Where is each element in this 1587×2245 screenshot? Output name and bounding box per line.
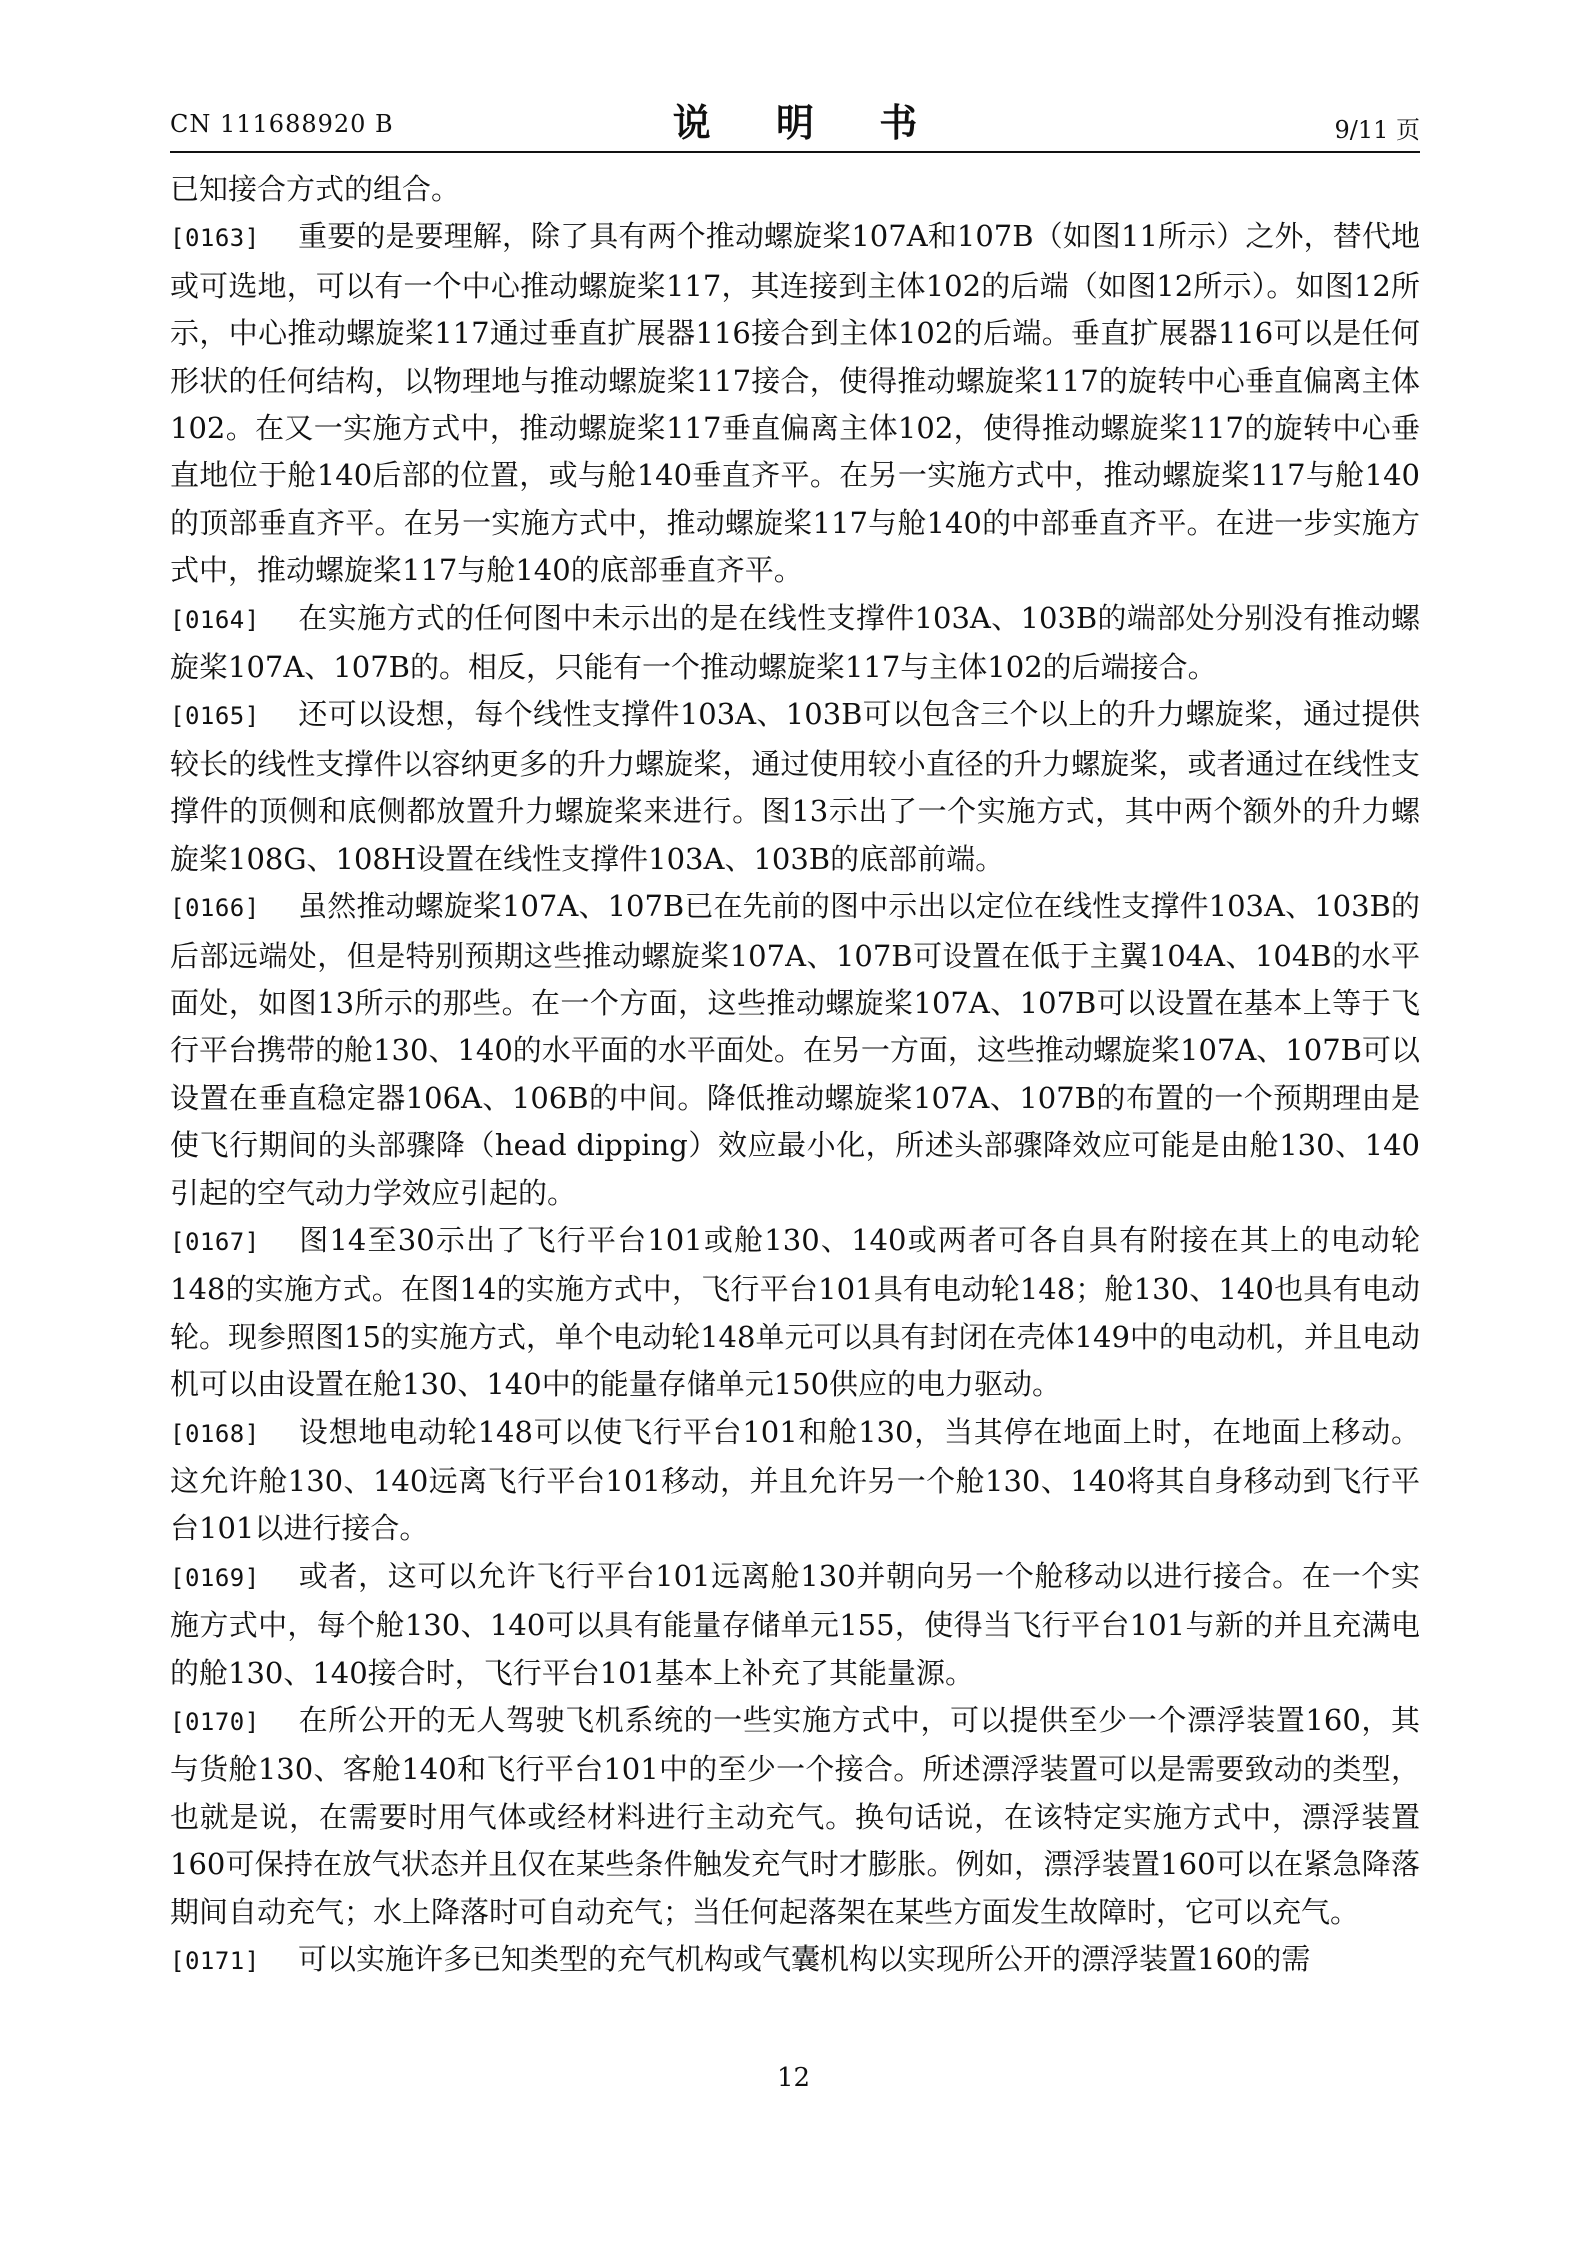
paragraph-text: 虽然推动螺旋桨107A、107B已在先前的图中示出以定位在线性支撑件103A、103B的后部远端处，但是特别预期这些推动螺旋桨107A、107B可设置在低于主翼104A、104B的水平面处，如图13所示的那些。在一个方面，这些推动螺旋桨107A、107B可以设置在基本上等于飞行平台携带的舱130、140的水平面的水平面处。在另一方面，这些推动螺旋桨107A、107B可以设置在垂直稳定器106A、106B的中间。降低推动螺旋桨107A、107B的布置的一个预期理由是使飞行期间的头部骤降（head dipping）效应最小化，所述头部骤降效应可能是由舱130、140引起的空气动力学效应引起的。 — [170, 889, 1420, 1210]
paragraph-0164 — [170, 595, 1420, 692]
continuation-paragraph — [170, 166, 1420, 213]
paragraph-text: 在所公开的无人驾驶飞机系统的一些实施方式中，可以提供至少一个漂浮装置160，其与货舱130、客舱140和飞行平台101中的至少一个接合。所述漂浮装置可以是需要致动的类型，也就是说，在需要时用气体或经材料进行主动充气。换句话说，在该特定实施方式中，漂浮装置160可保持在放气状态并且仅在某些条件触发充气时才膨胀。例如，漂浮装置160可以在紧急降落期间自动充气；水上降落时可自动充气；当任何起落架在某些方面发生故障时，它可以充气。 — [170, 1703, 1420, 1929]
document-body — [170, 166, 1420, 1985]
paragraph-number: [0170] — [170, 1708, 260, 1736]
paragraph-0168 — [170, 1409, 1420, 1553]
page-number: 12 — [776, 2063, 811, 2093]
header-divider — [170, 151, 1420, 153]
paragraph-number: [0165] — [170, 702, 260, 731]
paragraph-0167 — [170, 1217, 1420, 1409]
paragraph-0169 — [170, 1553, 1420, 1697]
paragraph-text: 可以实施许多已知类型的充气机构或气囊机构以实现所公开的漂浮装置160的需 — [298, 1942, 1311, 1977]
paragraph-number: [0171] — [170, 1947, 260, 1976]
paragraph-number: [0166] — [170, 894, 260, 923]
paragraph-0170 — [170, 1697, 1420, 1936]
paragraph-0166 — [170, 883, 1420, 1217]
paragraph-text: 还可以设想，每个线性支撑件103A、103B可以包含三个以上的升力螺旋桨，通过提供较长的线性支撑件以容纳更多的升力螺旋桨，通过使用较小直径的升力螺旋桨，或者通过在线性支撑件的顶侧和底侧都放置升力螺旋桨来进行。图13示出了一个实施方式，其中两个额外的升力螺旋桨108G、108H设置在线性支撑件103A、103B的底部前端。 — [170, 697, 1420, 876]
paragraph-text: 已知接合方式的组合。 — [170, 172, 461, 206]
paragraph-number: [0164] — [170, 605, 260, 634]
paragraph-number: [0167] — [170, 1227, 260, 1256]
patent-number: CN 111688920 B — [170, 110, 394, 138]
page-indicator: 9/11 页 — [1334, 116, 1420, 144]
paragraph-number: [0169] — [170, 1563, 260, 1592]
paragraph-0163 — [170, 213, 1420, 594]
paragraph-text: 在实施方式的任何图中未示出的是在线性支撑件103A、103B的端部处分别没有推动螺旋桨107A、107B的。相反，只能有一个推动螺旋桨117与主体102的后端接合。 — [170, 600, 1420, 685]
paragraph-0165 — [170, 691, 1420, 883]
page-header — [170, 92, 1420, 152]
document-title: 说 明 书 — [672, 100, 944, 145]
paragraph-text: 或者，这可以允许飞行平台101远离舱130并朝向另一个舱移动以进行接合。在一个实施方式中，每个舱130、140可以具有能量存储单元155，使得当飞行平台101与新的并且充满电的舱130、140接合时，飞行平台101基本上补充了其能量源。 — [170, 1558, 1420, 1690]
paragraph-number: [0163] — [170, 224, 260, 253]
paragraph-text: 重要的是要理解，除了具有两个推动螺旋桨107A和107B（如图11所示）之外，替代地或可选地，可以有一个中心推动螺旋桨117，其连接到主体102的后端（如图12所示）。如图12所示，中心推动螺旋桨117通过垂直扩展器116接合到主体102的后端。垂直扩展器116可以是任何形状的任何结构，以物理地与推动螺旋桨117接合，使得推动螺旋桨117的旋转中心垂直偏离主体102。在又一实施方式中，推动螺旋桨117垂直偏离主体102，使得推动螺旋桨117的旋转中心垂直地位于舱140后部的位置，或与舱140垂直齐平。在另一实施方式中，推动螺旋桨117与舱140的顶部垂直齐平。在另一实施方式中，推动螺旋桨117与舱140的中部垂直齐平。在进一步实施方式中，推动螺旋桨117与舱140的底部垂直齐平。 — [170, 219, 1420, 588]
paragraph-text: 图14至30示出了飞行平台101或舱130、140或两者可各自具有附接在其上的电动轮148的实施方式。在图14的实施方式中，飞行平台101具有电动轮148；舱130、140也具有电动轮。现参照图15的实施方式，单个电动轮148单元可以具有封闭在壳体149中的电动机，并且电动机可以由设置在舱130、140中的能量存储单元150供应的电力驱动。 — [170, 1222, 1420, 1402]
paragraph-number: [0168] — [170, 1419, 260, 1448]
paragraph-text: 设想地电动轮148可以使飞行平台101和舱130，当其停在地面上时，在地面上移动。这允许舱130、140远离飞行平台101移动，并且允许另一个舱130、140将其自身移动到飞行平台101以进行接合。 — [170, 1414, 1420, 1546]
paragraph-0171 — [170, 1936, 1420, 1985]
